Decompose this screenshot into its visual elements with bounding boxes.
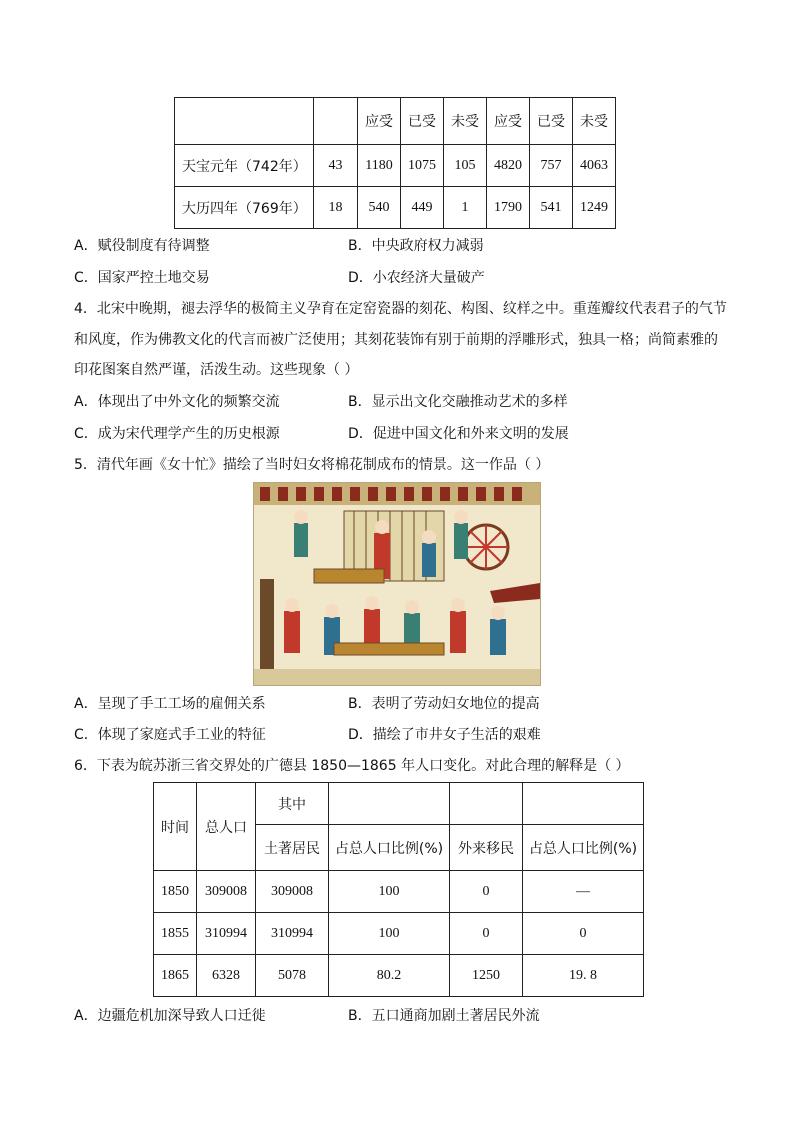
- table-cell: 100: [329, 871, 450, 913]
- option-b: B．显示出文化交融推动艺术的多样: [348, 394, 568, 410]
- table-row: [154, 955, 644, 997]
- table-header-row: [154, 783, 644, 825]
- option-d: D．小农经济大量破产: [348, 270, 485, 286]
- table-cell: 大历四年（769年）: [175, 187, 314, 229]
- option-b: B．表明了劳动妇女地位的提高: [348, 696, 540, 712]
- table-cell: 1: [444, 187, 487, 229]
- table-cell: 外来移民: [450, 825, 523, 871]
- table-cell: 540: [358, 187, 401, 229]
- table-cell: —: [523, 871, 644, 913]
- question-stem: 5．清代年画《女十忙》描绘了当时妇女将棉花制成布的情景。这一作品（ ）: [74, 457, 550, 473]
- table-cell: 天宝元年（742年）: [175, 145, 314, 187]
- table-header-row: [175, 98, 616, 145]
- table-cell: 43: [314, 145, 358, 187]
- table-cell: [523, 783, 644, 825]
- table-cell: 310994: [256, 913, 329, 955]
- option-a: A．边疆危机加深导致人口迁徙: [74, 1008, 266, 1024]
- option-a: A．赋役制度有待调整: [74, 238, 210, 254]
- population-table: [153, 782, 644, 997]
- question-stem: 6．下表为皖苏浙三省交界处的广德县 1850—1865 年人口变化。对此合理的解释是（ ）: [74, 758, 630, 774]
- table-cell: 309008: [197, 871, 256, 913]
- table-cell: 1180: [358, 145, 401, 187]
- table-row: [154, 871, 644, 913]
- table-cell: [175, 98, 314, 145]
- table-cell: 80.2: [329, 955, 450, 997]
- option-d: D．描绘了市井女子生活的艰难: [348, 727, 541, 743]
- table-cell: 占总人口比例(%): [329, 825, 450, 871]
- table-cell: 时间: [154, 783, 197, 871]
- option-b: B．中央政府权力减弱: [348, 238, 484, 254]
- table-cell: 4063: [573, 145, 616, 187]
- table-cell: 310994: [197, 913, 256, 955]
- table-cell: 18: [314, 187, 358, 229]
- table-cell: 总人口: [197, 783, 256, 871]
- question-stem: 和风度，作为佛教文化的代言而被广泛使用；其刻花装饰有别于前期的浮雕形式，独具一格；尚简素雅的: [74, 332, 718, 348]
- table-cell: 1249: [573, 187, 616, 229]
- table-cell: 309008: [256, 871, 329, 913]
- table-cell: [329, 783, 450, 825]
- table-cell: [450, 783, 523, 825]
- table-cell: 已受: [401, 98, 444, 145]
- new-year-painting-image: [253, 482, 541, 686]
- table-row: [154, 913, 644, 955]
- table-cell: 应受: [487, 98, 530, 145]
- question-stem: 印花图案自然严谨，活泼生动。这些现象（ ）: [74, 362, 359, 378]
- option-a: A．呈现了手工工场的雇佣关系: [74, 696, 266, 712]
- table-cell: 5078: [256, 955, 329, 997]
- table-row: [175, 145, 616, 187]
- table-cell: 19. 8: [523, 955, 644, 997]
- table-cell: 未受: [444, 98, 487, 145]
- table-cell: 1075: [401, 145, 444, 187]
- table-cell: 已受: [530, 98, 573, 145]
- table-cell: 541: [530, 187, 573, 229]
- table-cell: 6328: [197, 955, 256, 997]
- table-cell: 1865: [154, 955, 197, 997]
- table-cell: [314, 98, 358, 145]
- option-b: B．五口通商加剧土著居民外流: [348, 1008, 540, 1024]
- table-row: [175, 187, 616, 229]
- table-cell: 占总人口比例(%): [523, 825, 644, 871]
- option-c: C．国家严控土地交易: [74, 270, 210, 286]
- table-cell: 4820: [487, 145, 530, 187]
- question-stem: 4．北宋中晚期，褪去浮华的极简主义孕育在定窑瓷器的刻花、构图、纹样之中。重莲瓣纹代表君子的气节: [74, 301, 727, 317]
- table-cell: 105: [444, 145, 487, 187]
- table-cell: 1790: [487, 187, 530, 229]
- table-cell: 其中: [256, 783, 329, 825]
- table-cell: 757: [530, 145, 573, 187]
- table-cell: 0: [523, 913, 644, 955]
- table-cell: 土著居民: [256, 825, 329, 871]
- option-a: A．体现出了中外文化的频繁交流: [74, 394, 280, 410]
- option-c: C．成为宋代理学产生的历史根源: [74, 426, 280, 442]
- table-cell: 0: [450, 913, 523, 955]
- table-cell: 未受: [573, 98, 616, 145]
- option-c: C．体现了家庭式手工业的特征: [74, 727, 266, 743]
- table-cell: 449: [401, 187, 444, 229]
- table-cell: 1250: [450, 955, 523, 997]
- table-cell: 1850: [154, 871, 197, 913]
- table-cell: 1855: [154, 913, 197, 955]
- table-cell: 100: [329, 913, 450, 955]
- table-cell: 0: [450, 871, 523, 913]
- table-cell: 应受: [358, 98, 401, 145]
- land-allocation-table: [174, 97, 616, 229]
- option-d: D．促进中国文化和外来文明的发展: [348, 426, 569, 442]
